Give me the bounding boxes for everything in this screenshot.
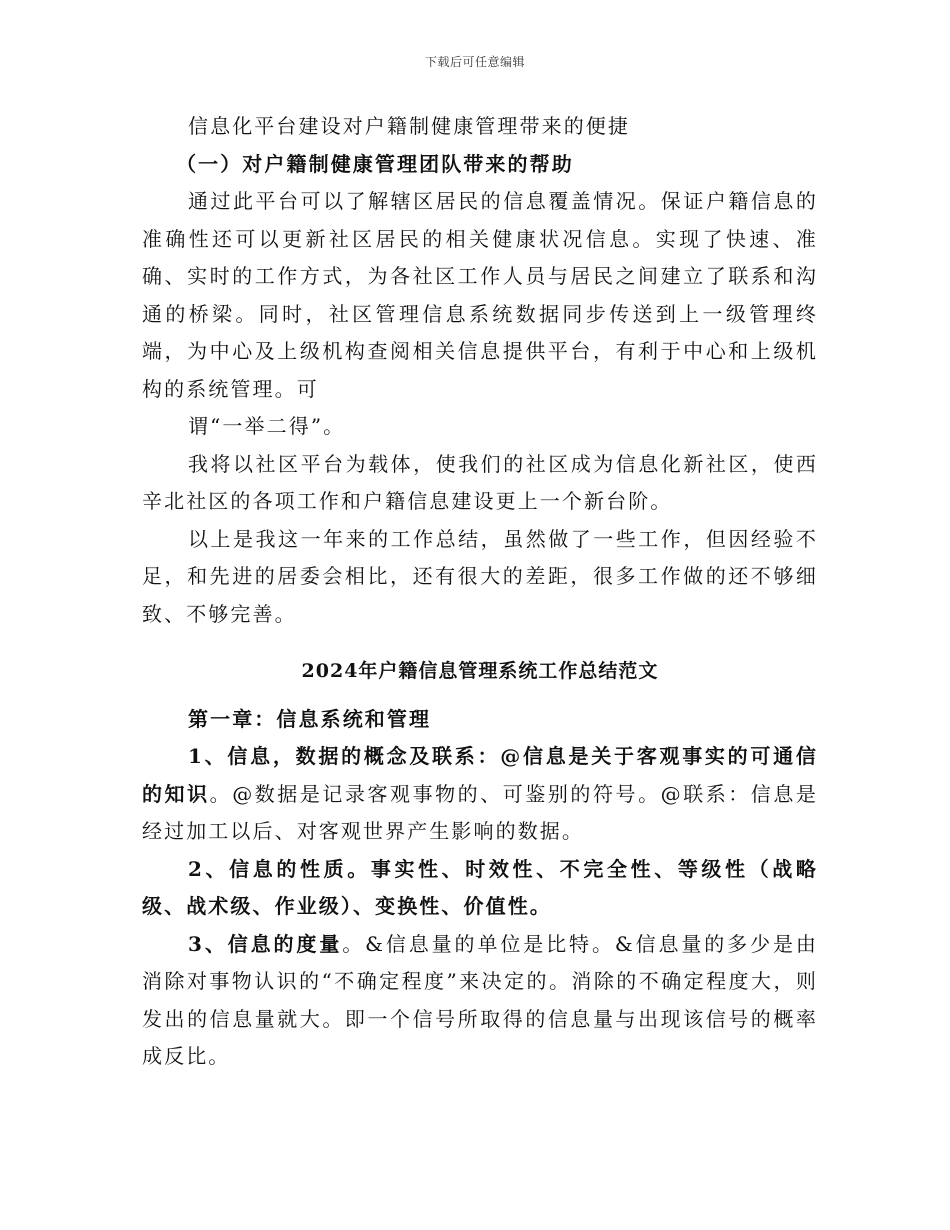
paragraph: 谓“一举二得”。 [188, 414, 346, 438]
header-note: 下载后可任意编辑 [424, 55, 525, 69]
paragraph: 以上是我这一年来的工作总结，虽然做了一些工作，但因经验不足，和先进的居委会相比，还有很大的差距，很多工作做的还不够细致、不够完善。 [142, 526, 818, 626]
list-item-lead: 1、信息，数据的概念及联系：@信息是关于客观事实的可通信的知识 [142, 744, 818, 806]
document-title: 2024年户籍信息管理系统工作总结范文 [301, 660, 659, 682]
list-item-lead: 3、信息的度量 [188, 931, 343, 956]
paragraph: 我将以社区平台为载体，使我们的社区成为信息化新社区，使西辛北社区的各项工作和户籍信息建设更上一个新台阶。 [142, 451, 818, 513]
document-body [142, 108, 818, 1076]
list-item-body: 。&信息量的单位是比特。&信息量的多少是由消除对事物认识的“不确定程度”来决定的。消除的不确定程度大，则发出的信息量就大。即一个信号所取得的信息量与出现该信号的概率成反比。 [142, 931, 818, 1068]
list-item [142, 738, 818, 851]
lead-paragraph: 信息化平台建设对户籍制健康管理带来的便捷 [188, 114, 630, 138]
section-heading: （一）对户籍制健康管理团队带来的帮助 [176, 151, 574, 176]
list-item-body: 。@数据是记录客观事物的、可鉴别的符号。@联系：信息是经过加工以后、对客观世界产生影响的数据。 [142, 781, 818, 843]
paragraph: 通过此平台可以了解辖区居民的信息覆盖情况。保证户籍信息的准确性还可以更新社区居民的相关健康状况信息。实现了快速、准确、实时的工作方式，为各社区工作人员与居民之间建立了联系和沟通的桥梁。同时，社区管理信息系统数据同步传送到上一级管理终端，为中心及上级机构查阅相关信息提供平台，有利于中心和上级机构的系统管理。可 [142, 189, 818, 401]
list-item [142, 926, 818, 1076]
list-item: 2、信息的性质。事实性、时效性、不完全性、等级性（战略级、战术级、作业级）、变换性、价值性。 [142, 856, 818, 918]
chapter-heading: 第一章：信息系统和管理 [188, 706, 432, 731]
